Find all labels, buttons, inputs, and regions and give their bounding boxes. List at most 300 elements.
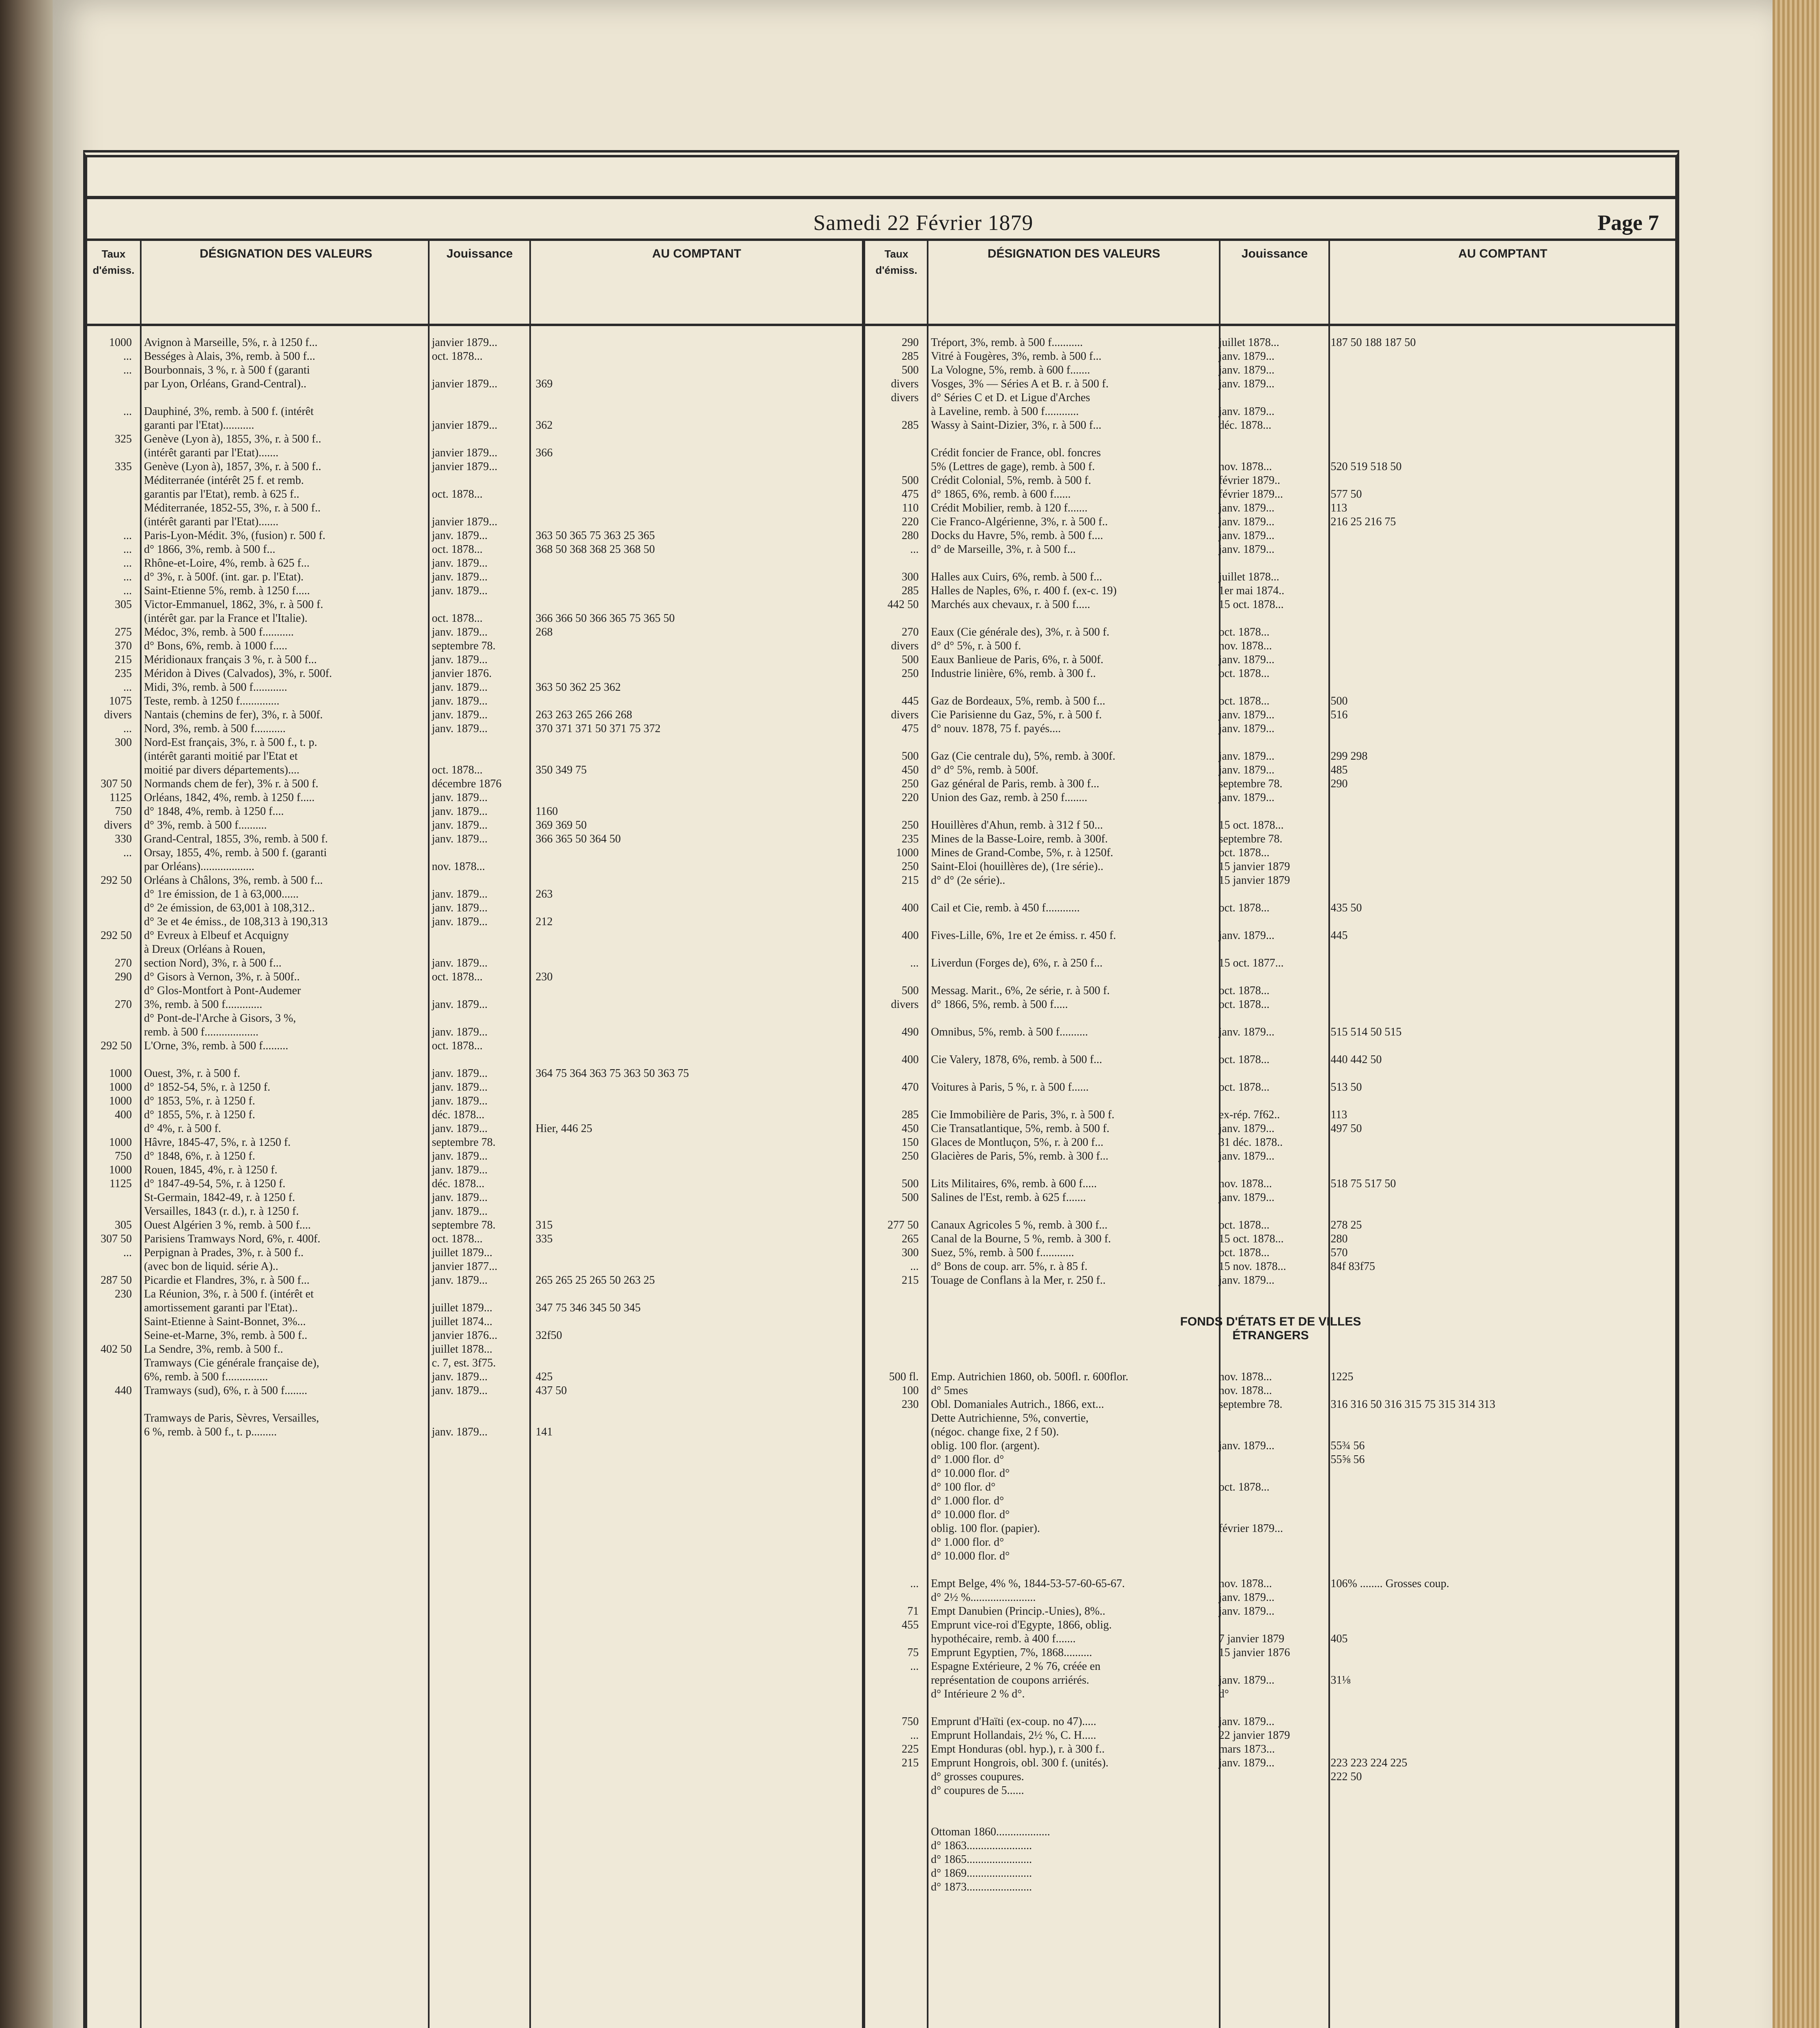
list-item (866, 1177, 1675, 1191)
list-item (87, 694, 860, 708)
designation-cell: par Orléans)................... (144, 860, 255, 873)
list-item (87, 598, 860, 612)
taux-cell: 285 (901, 584, 919, 597)
jouissance-cell: 1er mai 1874.. (1218, 584, 1285, 597)
taux-cell: 750 (114, 805, 132, 818)
list-item (866, 1825, 1675, 1839)
page-number: Page 7 (1597, 211, 1659, 235)
comptant-cell (529, 1108, 860, 1122)
comptant-cell (1324, 350, 1675, 363)
list-item (87, 984, 860, 998)
jouissance-cell (1215, 1701, 1324, 1715)
designation-cell: Cie Valery, 1878, 6%, remb. à 500 f... (930, 1053, 1102, 1066)
taux-cell (866, 612, 924, 625)
jouissance-cell: juillet 1879... (432, 1302, 492, 1314)
comptant-cell: 366 (535, 447, 553, 459)
designation-cell (924, 1205, 1215, 1218)
taux-cell (866, 1467, 924, 1480)
taux-cell: 110 (902, 502, 919, 514)
designation-cell: à Dreux (Orléans à Rouen, (144, 943, 266, 956)
list-item (87, 1411, 860, 1425)
comptant-cell (529, 363, 860, 377)
list-item (866, 474, 1675, 488)
taux-cell: divers (104, 709, 132, 721)
taux-cell (866, 556, 924, 570)
comptant-cell: 299 298 (1330, 750, 1368, 763)
comptant-cell (529, 653, 860, 667)
jouissance-cell: oct. 1878... (1218, 1219, 1270, 1231)
taux-cell: 307 50 (100, 778, 132, 790)
jouissance-cell: nov. 1878... (1218, 640, 1272, 652)
list-item (866, 750, 1675, 763)
col-designation: DÉSIGNATION DES VALEURS (200, 247, 372, 260)
comptant-cell (1324, 405, 1675, 419)
comptant-cell (1324, 1549, 1675, 1563)
list-item (866, 777, 1675, 791)
taux-cell: 250 (901, 860, 919, 873)
jouissance-cell: 7 janvier 1879 (1218, 1633, 1285, 1645)
designation-cell: hypothécaire, remb. à 400 f....... (930, 1633, 1076, 1645)
comptant-cell (1324, 998, 1675, 1012)
taux-cell (866, 915, 924, 929)
comptant-cell (529, 488, 860, 501)
comptant-cell: 335 (535, 1233, 553, 1245)
list-item (866, 1246, 1675, 1260)
designation-cell: d° 3%, remb. à 500 f.......... (144, 819, 267, 831)
taux-cell (87, 943, 137, 956)
comptant-cell (1324, 846, 1675, 860)
designation-cell: d° 4%, r. à 500 f. (144, 1122, 221, 1135)
jouissance-cell: 22 janvier 1879 (1218, 1729, 1290, 1742)
taux-cell (866, 1536, 924, 1549)
list-item (87, 1177, 860, 1191)
comptant-cell (1324, 1136, 1675, 1149)
designation-cell: Tramways de Paris, Sèvres, Versailles, (144, 1412, 319, 1424)
designation-cell (924, 1563, 1215, 1577)
list-item (87, 736, 860, 750)
list-item (866, 1784, 1675, 1798)
taux-cell: divers (104, 819, 132, 831)
designation-cell: Empt Danubien (Princip.-Unies), 8%.. (930, 1605, 1105, 1618)
col-taux: Taux d'émiss. (92, 248, 135, 276)
jouissance-cell: janv. 1879... (432, 1164, 488, 1176)
jouissance-cell (1215, 970, 1324, 984)
jouissance-cell (1215, 1343, 1324, 1356)
taux-cell (87, 1315, 137, 1329)
list-item (866, 1839, 1675, 1853)
designation-cell: Méditerranée, 1852-55, 3%, r. à 500 f.. (144, 502, 321, 514)
designation-cell: 3%, remb. à 500 f............. (144, 998, 262, 1011)
taux-cell (87, 391, 137, 405)
taux-cell: 292 50 (100, 929, 132, 942)
designation-cell: Wassy à Saint-Dizier, 3%, r. à 500 f... (930, 419, 1102, 432)
designation-cell (924, 943, 1215, 956)
designation-cell: Orléans à Châlons, 3%, remb. à 500 f... (144, 874, 323, 887)
taux-cell: 280 (901, 529, 919, 542)
col-jouissance: Jouissance (446, 247, 513, 260)
comptant-cell (1324, 556, 1675, 570)
center-divider (862, 238, 865, 2028)
comptant-cell (1324, 722, 1675, 736)
list-item (866, 1770, 1675, 1784)
comptant-cell (1324, 1205, 1675, 1218)
jouissance-cell: 15 oct. 1878... (1218, 598, 1284, 611)
comptant-cell (529, 350, 860, 363)
designation-cell: d° 5mes (930, 1384, 968, 1397)
jouissance-cell (1215, 1563, 1324, 1577)
taux-cell: ... (123, 543, 132, 556)
list-item (87, 1343, 860, 1356)
taux-cell: 500 (901, 474, 919, 487)
list-item (87, 405, 860, 419)
list-item (87, 1356, 860, 1370)
section-heading: FONDS D'ÉTATS ET DE VILLES (1180, 1315, 1361, 1328)
list-item (87, 970, 860, 984)
comptant-cell: 515 514 50 515 (1330, 1026, 1402, 1038)
designation-cell: d° de Marseille, 3%, r. à 500 f... (930, 543, 1076, 556)
designation-cell: Docks du Havre, 5%, remb. à 500 f.... (930, 529, 1103, 542)
jouissance-cell: janv. 1879... (1218, 1674, 1274, 1686)
jouissance-cell (428, 391, 529, 405)
designation-cell: Halles de Naples, 6%, r. 400 f. (ex-c. 19) (930, 584, 1117, 597)
list-item (87, 887, 860, 901)
jouissance-cell (428, 1012, 529, 1025)
designation-cell: d° d° (2e série).. (930, 874, 1006, 887)
designation-cell: Empt Belge, 4% %, 1844-53-57-60-65-67. (930, 1577, 1125, 1590)
designation-cell (924, 556, 1215, 570)
comptant-cell: 437 50 (535, 1384, 567, 1397)
taux-cell: 500 (901, 750, 919, 763)
taux-cell (866, 1205, 924, 1218)
taux-cell: 1125 (109, 1177, 132, 1190)
taux-cell: 250 (901, 1150, 919, 1162)
taux-cell: ... (123, 350, 132, 363)
designation-cell: Tréport, 3%, remb. à 500 f........... (930, 336, 1083, 349)
list-item (866, 1287, 1675, 1301)
jouissance-cell: déc. 1878... (432, 1109, 485, 1121)
designation-cell: Emp. Autrichien 1860, ob. 500fl. r. 600flor. (930, 1371, 1128, 1383)
comptant-cell (1324, 1784, 1675, 1798)
designation-cell: d° grosses coupures. (930, 1770, 1024, 1783)
designation-cell: Vosges, 3% — Séries A et B. r. à 500 f. (930, 378, 1109, 390)
jouissance-cell: juillet 1878... (1218, 336, 1279, 349)
list-item (87, 653, 860, 667)
taux-cell: 455 (901, 1619, 919, 1631)
taux-cell: 250 (901, 819, 919, 831)
comptant-cell (529, 1191, 860, 1205)
comptant-cell (529, 1025, 860, 1039)
jouissance-cell: janv. 1879... (432, 819, 488, 831)
comptant-cell: 316 316 50 316 315 75 315 314 313 (1330, 1398, 1496, 1411)
comptant-cell (1324, 1149, 1675, 1163)
comptant-cell: 435 50 (1330, 902, 1362, 914)
jouissance-cell: janv. 1879... (432, 1274, 488, 1287)
list-item (87, 819, 860, 832)
jouissance-cell: janv. 1879... (432, 833, 488, 845)
designation-cell: d° Bons, 6%, remb. à 1000 f..... (144, 640, 288, 652)
comptant-cell (1324, 584, 1675, 598)
jouissance-cell (1215, 1039, 1324, 1053)
list-item (866, 1646, 1675, 1660)
comptant-cell (1324, 391, 1675, 405)
designation-cell: d° 1866, 3%, remb. à 500 f... (144, 543, 275, 556)
designation-cell: d° 1.000 flor. d° (930, 1453, 1004, 1466)
jouissance-cell: janv. 1879... (1218, 791, 1274, 804)
comptant-cell (1324, 984, 1675, 998)
list-item (87, 515, 860, 529)
jouissance-cell (1215, 1770, 1324, 1784)
taux-cell (866, 1067, 924, 1081)
taux-cell (866, 1563, 924, 1577)
jouissance-cell: nov. 1878... (1218, 1177, 1272, 1190)
list-item (866, 1687, 1675, 1701)
jouissance-cell (1215, 1453, 1324, 1467)
designation-cell: Versailles, 1843 (r. d.), r. à 1250 f. (144, 1205, 299, 1218)
taux-cell: 500 (901, 1191, 919, 1204)
list-item (866, 681, 1675, 694)
jouissance-cell (428, 405, 529, 419)
list-item (87, 1136, 860, 1149)
jouissance-cell (1215, 556, 1324, 570)
taux-cell: 1000 (109, 1095, 132, 1107)
list-item (866, 1149, 1675, 1163)
comptant-cell (1324, 832, 1675, 846)
taux-cell (866, 1701, 924, 1715)
comptant-cell (529, 1315, 860, 1329)
taux-cell: 235 (114, 667, 132, 680)
list-item (866, 1453, 1675, 1467)
jouissance-cell: oct. 1878... (1218, 998, 1270, 1011)
designation-cell: (négoc. change fixe, 2 f 50). (930, 1426, 1059, 1438)
list-item (87, 1039, 860, 1053)
list-item (87, 488, 860, 501)
designation-cell: Union des Gaz, remb. à 250 f........ (930, 791, 1087, 804)
list-item (866, 1798, 1675, 1811)
list-item (866, 1729, 1675, 1742)
comptant-cell (1324, 1508, 1675, 1522)
designation-cell: Tramways (Cie générale française de), (144, 1357, 319, 1369)
jouissance-cell (1215, 432, 1324, 446)
jouissance-cell: ex-rép. 7f62.. (1218, 1109, 1280, 1121)
jouissance-cell: janv. 1879... (1218, 750, 1274, 763)
jouissance-cell: janvier 1879... (432, 460, 498, 473)
taux-cell: 400 (901, 902, 919, 914)
jouissance-cell (1215, 1287, 1324, 1301)
taux-cell: divers (891, 998, 919, 1011)
designation-cell: L'Orne, 3%, remb. à 500 f......... (144, 1040, 288, 1052)
taux-cell (87, 446, 137, 460)
comptant-cell (1324, 1715, 1675, 1729)
taux-cell: 270 (114, 998, 132, 1011)
list-item (866, 501, 1675, 515)
designation-cell: Bességes à Alais, 3%, remb. à 500 f... (144, 350, 316, 363)
jouissance-cell: septembre 78. (1218, 778, 1283, 790)
designation-cell: Omnibus, 5%, remb. à 500 f.......... (930, 1026, 1088, 1038)
comptant-cell (1324, 956, 1675, 970)
jouissance-cell: oct. 1878... (1218, 1053, 1270, 1066)
taux-cell (866, 405, 924, 419)
comptant-cell (1324, 1742, 1675, 1756)
taux-cell (866, 460, 924, 474)
jouissance-cell: oct. 1878... (432, 612, 483, 625)
comptant-cell (1324, 791, 1675, 805)
designation-cell: d° 10.000 flor. d° (930, 1550, 1010, 1562)
taux-cell: 500 (901, 364, 919, 376)
taux-cell: 1075 (109, 695, 132, 707)
designation-cell: Glacières de Paris, 5%, remb. à 300 f... (930, 1150, 1109, 1162)
designation-cell: Cie Parisienne du Gaz, 5%, r. à 500 f. (930, 709, 1102, 721)
list-item (866, 1260, 1675, 1274)
designation-cell (924, 1811, 1215, 1825)
taux-cell: ... (123, 722, 132, 735)
comptant-cell: 84f 83f75 (1330, 1260, 1375, 1273)
list-item (866, 722, 1675, 736)
taux-cell (87, 901, 137, 915)
designation-cell: d° Evreux à Elbeuf et Acquigny (144, 929, 289, 942)
designation-cell: Suez, 5%, remb. à 500 f............ (930, 1246, 1074, 1259)
taux-cell (866, 1356, 924, 1370)
designation-cell: Emprunt d'Haïti (ex-coup. no 47)..... (930, 1715, 1096, 1728)
taux-cell (87, 515, 137, 529)
taux-cell (866, 1784, 924, 1798)
comptant-cell: 369 (535, 378, 553, 390)
comptant-cell (1324, 667, 1675, 681)
col-comptant: AU COMPTANT (652, 247, 741, 260)
comptant-cell (1324, 377, 1675, 391)
designation-cell (924, 805, 1215, 819)
taux-cell (866, 970, 924, 984)
designation-cell: Eaux Banlieue de Paris, 6%, r. à 500f. (930, 653, 1104, 666)
designation-cell: par Lyon, Orléans, Grand-Central).. (144, 378, 307, 390)
list-item (87, 750, 860, 763)
comptant-cell: 222 50 (1330, 1770, 1362, 1783)
designation-cell: d° Gisors à Vernon, 3%, r. à 500f.. (144, 971, 300, 983)
taux-cell (87, 501, 137, 515)
designation-cell: Dette Autrichienne, 5%, convertie, (930, 1412, 1089, 1424)
designation-cell: Mines de la Basse-Loire, remb. à 300f. (930, 833, 1108, 845)
comptant-cell (529, 501, 860, 515)
designation-cell (924, 1094, 1215, 1108)
jouissance-cell (1215, 1618, 1324, 1632)
comptant-cell (1324, 1563, 1675, 1577)
list-item (87, 1191, 860, 1205)
designation-cell: Saint-Etienne à Saint-Bonnet, 3%... (144, 1315, 306, 1328)
list-item (87, 391, 860, 405)
taux-cell: ... (910, 957, 919, 969)
taux-cell: ... (123, 557, 132, 569)
comptant-cell (529, 901, 860, 915)
jouissance-cell: janv. 1879... (432, 902, 488, 914)
list-item (866, 653, 1675, 667)
comptant-cell (529, 474, 860, 488)
jouissance-cell: janv. 1879... (1218, 1591, 1274, 1604)
designation-cell: d° 1863....................... (930, 1839, 1032, 1852)
list-item (866, 1880, 1675, 1894)
jouissance-cell: janv. 1879... (432, 722, 488, 735)
comptant-cell (1324, 887, 1675, 901)
jouissance-cell: 15 oct. 1878... (1218, 819, 1284, 831)
designation-cell (924, 681, 1215, 694)
taux-cell (866, 1798, 924, 1811)
comptant-cell (529, 515, 860, 529)
list-item (866, 1136, 1675, 1149)
taux-cell: 300 (901, 1246, 919, 1259)
list-item (866, 1205, 1675, 1218)
list-item (866, 1439, 1675, 1453)
jouissance-cell: déc. 1878... (1218, 419, 1272, 432)
designation-cell: (intérêt garanti par l'Etat)....... (144, 447, 279, 459)
designation-cell: d° 1847-49-54, 5%, r. à 1250 f. (144, 1177, 286, 1190)
taux-cell: 400 (901, 929, 919, 942)
list-item (866, 1053, 1675, 1067)
jouissance-cell: oct. 1878... (432, 488, 483, 501)
jouissance-cell (428, 363, 529, 377)
list-item (866, 391, 1675, 405)
comptant-cell (1324, 419, 1675, 432)
comptant-cell (1324, 970, 1675, 984)
taux-cell (866, 943, 924, 956)
taux-cell: 450 (901, 1122, 919, 1135)
taux-cell: 500 (901, 653, 919, 666)
taux-cell: 1000 (109, 1081, 132, 1093)
designation-cell: d° d° 5%, remb. à 500f. (930, 764, 1038, 776)
designation-cell: Rhône-et-Loire, 4%, remb. à 625 f... (144, 557, 310, 569)
jouissance-cell: c. 7, est. 3f75. (432, 1357, 496, 1369)
jouissance-cell: janv. 1879... (1218, 1715, 1274, 1728)
list-item (87, 901, 860, 915)
comptant-cell (1324, 1094, 1675, 1108)
designation-cell: Cail et Cie, remb. à 450 f............ (930, 902, 1080, 914)
comptant-cell (1324, 1687, 1675, 1701)
designation-cell: Orsay, 1855, 4%, remb. à 500 f. (garanti (144, 846, 327, 859)
jouissance-cell (1215, 1660, 1324, 1674)
list-item (866, 1274, 1675, 1287)
designation-cell: Emprunt Hongrois, obl. 300 f. (unités). (930, 1757, 1109, 1769)
taux-cell: 400 (901, 1053, 919, 1066)
list-item (866, 708, 1675, 722)
jouissance-cell (428, 874, 529, 887)
jouissance-cell: oct. 1878... (1218, 1246, 1270, 1259)
jouissance-cell (1215, 391, 1324, 405)
list-item (87, 1108, 860, 1122)
jouissance-cell: janv. 1879... (432, 1026, 488, 1038)
designation-cell: Avignon à Marseille, 5%, r. à 1250 f... (144, 336, 318, 349)
comptant-cell (1324, 1287, 1675, 1301)
designation-cell: 5% (Lettres de gage), remb. à 500 f. (930, 460, 1095, 473)
designation-cell: Hâvre, 1845-47, 5%, r. à 1250 f. (144, 1136, 291, 1149)
jouissance-cell: février 1879... (1218, 488, 1283, 501)
taux-cell (87, 1012, 137, 1025)
list-item (87, 570, 860, 584)
designation-cell: Paris-Lyon-Médit. 3%, (fusion) r. 500 f. (144, 529, 326, 542)
comptant-cell: 368 50 368 368 25 368 50 (535, 543, 655, 556)
comptant-cell: 55⅝ 56 (1330, 1453, 1365, 1466)
list-item (866, 1081, 1675, 1094)
comptant-cell: 113 (1330, 1109, 1347, 1121)
jouissance-cell: oct. 1878... (432, 1040, 483, 1052)
taux-cell: divers (891, 391, 919, 404)
comptant-cell (529, 1287, 860, 1301)
taux-cell (87, 763, 137, 777)
designation-cell: Lits Militaires, 6%, remb. à 600 f..... (930, 1177, 1097, 1190)
comptant-cell (1324, 1494, 1675, 1508)
jouissance-cell: janv. 1879... (1218, 1605, 1274, 1618)
designation-cell: d° 1855, 5%, r. à 1250 f. (144, 1109, 255, 1121)
jouissance-cell: janv. 1879... (1218, 378, 1274, 390)
designation-cell: Tramways (sud), 6%, r. à 500 f........ (144, 1384, 307, 1397)
designation-cell: Parisiens Tramways Nord, 6%, r. 400f. (144, 1233, 320, 1245)
jouissance-cell: janvier 1877... (432, 1260, 498, 1273)
